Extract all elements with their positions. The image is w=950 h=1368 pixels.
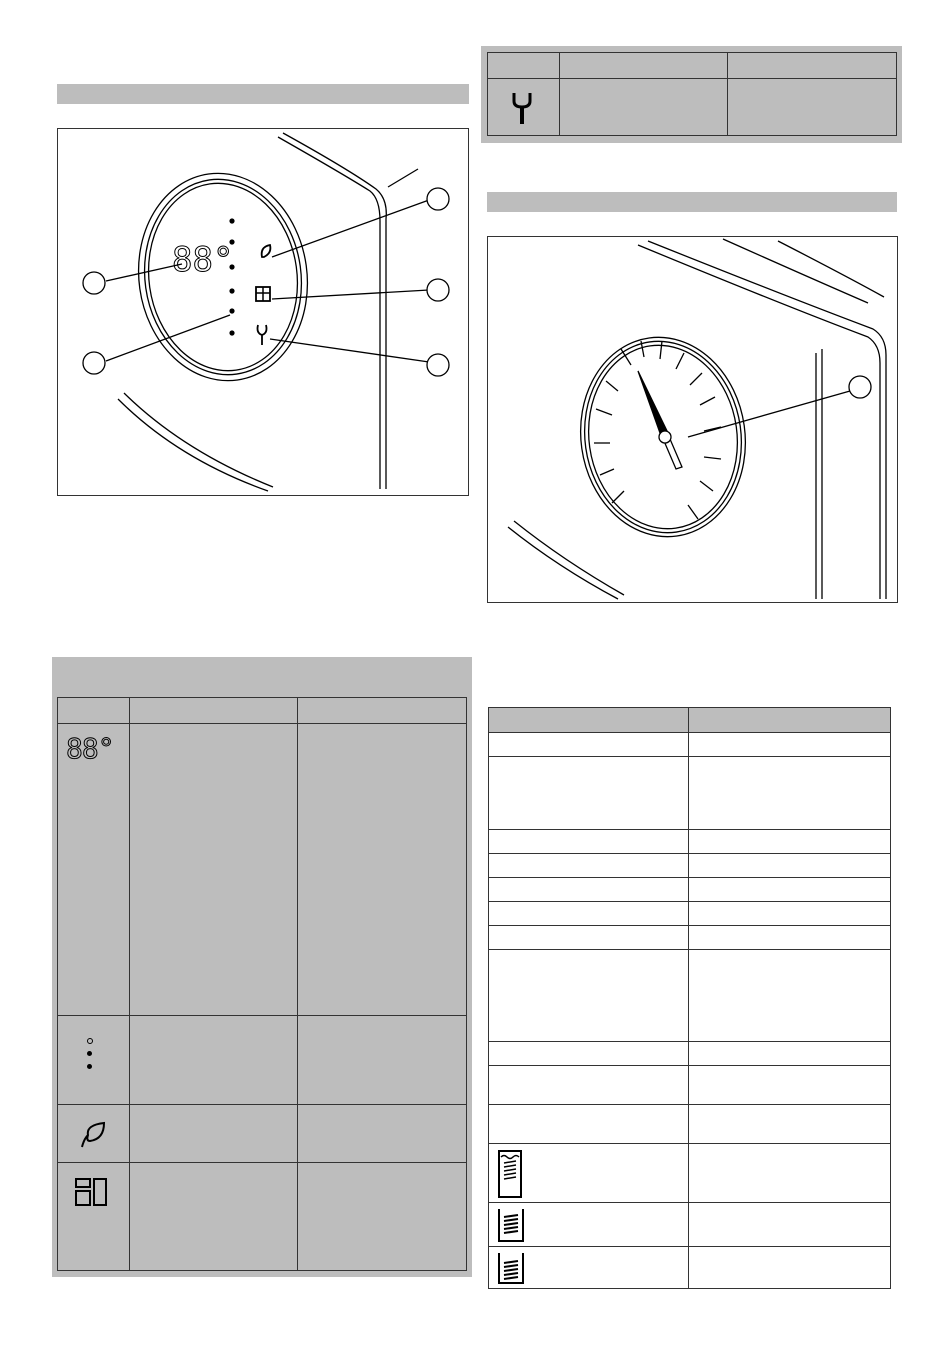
symbol-table <box>57 697 467 1271</box>
table-row <box>489 926 891 950</box>
tank-full-icon <box>495 1149 525 1199</box>
tank-low-icon <box>495 1251 525 1285</box>
row-description <box>130 1163 298 1271</box>
table-row <box>489 733 891 757</box>
table-row <box>489 1042 891 1066</box>
row-remedy <box>298 1163 467 1271</box>
control-panel-illustration <box>58 129 468 495</box>
row-description <box>130 1105 298 1163</box>
row-remedy <box>298 1016 467 1105</box>
two-tanks-icon <box>74 1177 108 1207</box>
left-section-heading-bar <box>57 84 469 104</box>
row-remedy <box>298 1105 467 1163</box>
specs-table-header <box>489 708 891 733</box>
status-leds-icon <box>86 1038 96 1078</box>
table-row <box>58 1163 467 1271</box>
table-row <box>489 854 891 878</box>
table-row <box>58 1016 467 1105</box>
table-row <box>489 1247 891 1289</box>
tank-medium-icon <box>495 1207 525 1243</box>
table-row <box>489 830 891 854</box>
table-row <box>489 902 891 926</box>
service-table-header <box>488 53 897 79</box>
wrench-icon <box>510 91 534 125</box>
display-88-icon: 88° <box>66 732 114 765</box>
row-description <box>130 724 298 1016</box>
table-row <box>489 1105 891 1144</box>
row-description <box>560 79 728 136</box>
table-row <box>489 878 891 902</box>
panel-display-readout: 88° <box>172 240 234 280</box>
row-description <box>130 1016 298 1105</box>
symbol-table-header <box>58 698 467 724</box>
row-remedy <box>728 79 897 136</box>
table-row <box>489 1144 891 1203</box>
table-row <box>58 1105 467 1163</box>
specs-table <box>488 707 891 1289</box>
control-panel-figure <box>57 128 469 496</box>
thermometer-illustration <box>488 237 897 602</box>
table-row <box>488 79 897 136</box>
right-section-heading-bar <box>487 192 897 212</box>
table-row <box>489 1066 891 1105</box>
table-row <box>489 1203 891 1247</box>
table-row <box>58 724 467 1016</box>
service-table <box>487 52 897 136</box>
eco-leaf-icon <box>78 1119 108 1149</box>
thermometer-figure <box>487 236 898 603</box>
table-row <box>489 757 891 830</box>
row-remedy <box>298 724 467 1016</box>
table-row <box>489 950 891 1042</box>
